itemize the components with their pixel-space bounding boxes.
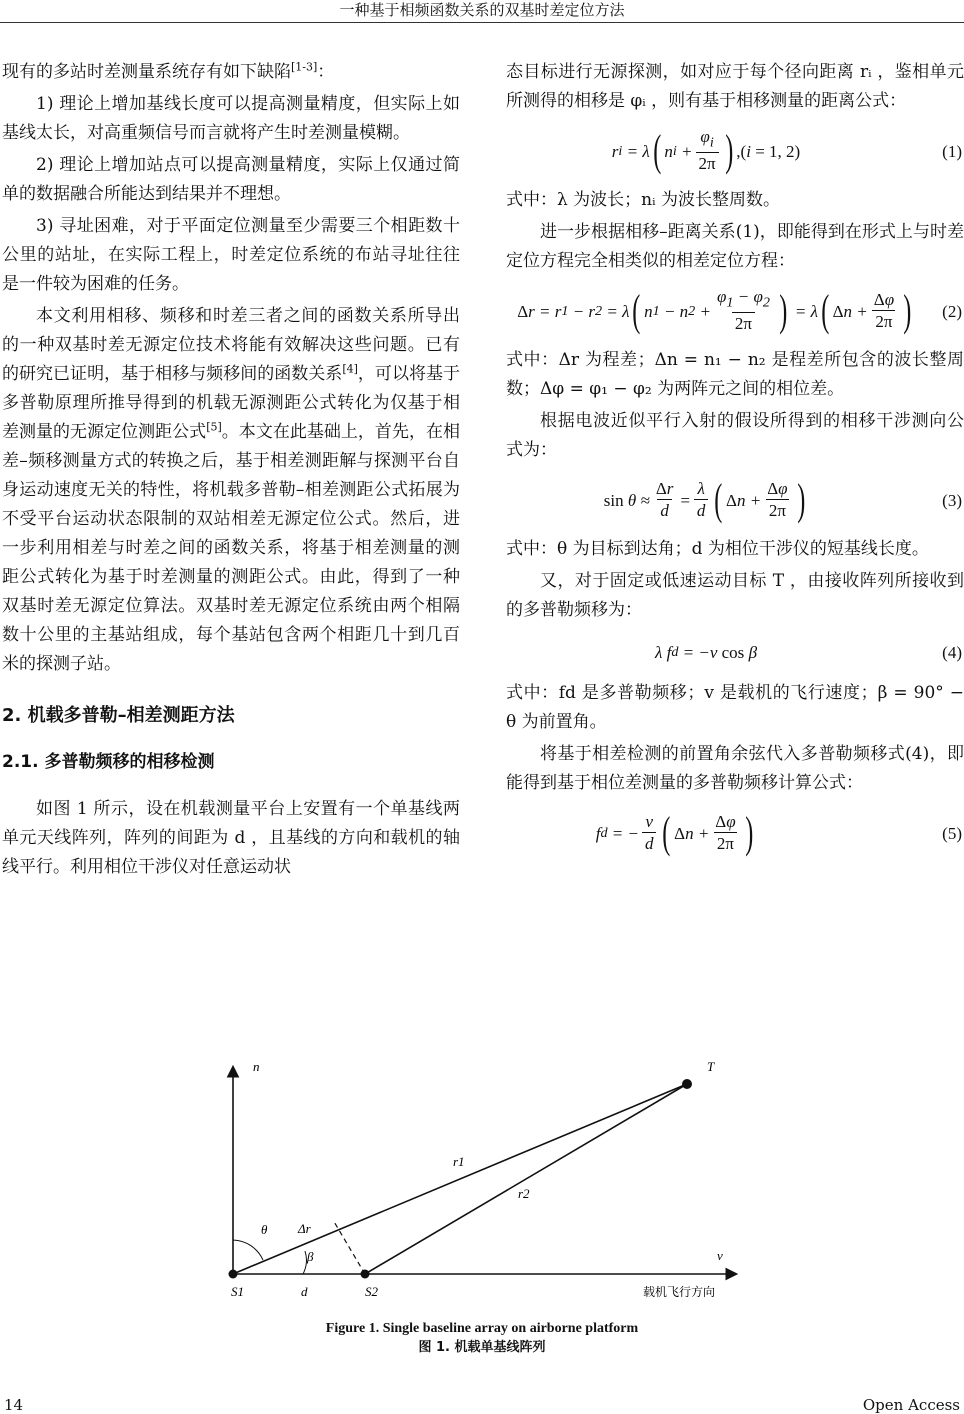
figure-1-diagram [215, 1050, 775, 1315]
equation-1: r i = λ ( n i + $\frac{\varphi_i}{2\pi}$ ) ,( i = 1, 2) (1) [506, 122, 964, 180]
r2-line [365, 1084, 687, 1274]
header-rule [0, 22, 964, 23]
running-header: 一种基于相频函数关系的双基时差定位方法 [339, 1, 625, 19]
r1-line [233, 1084, 687, 1274]
label-direction: 载机飞行方向 [643, 1285, 716, 1299]
right-column [506, 58, 964, 868]
footer-open-access: Open Access [862, 1396, 960, 1414]
label-v: v [717, 1248, 723, 1263]
paragraph: 将基于相差检测的前置角余弦代入多普勒频移式(4)，即能得到基于相位差测量的多普勒频移计算公式： [506, 744, 964, 793]
equation-number: (5) [942, 823, 962, 843]
paragraph: 2) 理论上增加站点可以提高测量精度，实际上仅通过简单的数据融合所能达到结果并不理想。 [2, 155, 460, 204]
paragraph: 本文利用相移、频移和时差三者之间的函数关系所导出的一种双基时差无源定位技术将能有效解决这些问题。已有的研究已证明，基于相移与频移间的函数关系[4]，可以将基于多普勒原理所推导得到的机载无源测距公式转化为仅基于相差测量的无源定位测距公式[5]。本文在此基础上，首先，在相差–频移测量方式的转换之后，基于相差测距解与探测平台自身运动速度无关的特性，将机载多普勒–相差测距公式拓展为不受平台运动状态限制的双站相差无源定位公式。然后，进一步利用相差与时差之间的函数关系，将基于相差测量的测距公式转化为基于时差测量的测距公式。由此，得到了一种双基时差无源定位算法。双基时差无源定位系统由两个相隔数十公里的主基站组成，每个基站包含两个相距几十到几百米的探测子站。 [2, 306, 460, 674]
label-beta: β [307, 1249, 314, 1264]
subsection-heading: 2.1. 多普勒频移的相移检测 [2, 752, 215, 772]
label-delta-r: Δr [298, 1221, 311, 1236]
section-heading: 2. 机载多普勒–相差测距方法 [2, 705, 235, 726]
label-theta: θ [261, 1222, 268, 1237]
label-S1: S1 [231, 1284, 244, 1299]
paragraph: 式中：λ 为波长；nᵢ 为波长整周数。 [506, 190, 780, 210]
paragraph: 现有的多站时差测量系统存有如下缺陷[1-3]： [2, 60, 335, 82]
label-T: T [707, 1059, 715, 1074]
equation-number: (1) [942, 141, 962, 161]
paragraph: 根据电波近似平行入射的假设所得到的相移干涉测向公式为： [506, 411, 964, 460]
figure-caption-en: Figure 1. Single baseline array on airborne platform [325, 1321, 639, 1336]
paragraph: 式中：fd 是多普勒频移；v 是载机的飞行速度；β = 90° − θ 为前置角。 [506, 683, 964, 732]
paragraph: 如图 1 所示，设在机载测量平台上安置有一个单基线两单元天线阵列，阵列的间距为 d ，且基线的方向和载机的轴线平行。利用相位干涉仪对任意运动状 [2, 799, 460, 877]
paragraph: 又，对于固定或低速运动目标 T ，由接收阵列所接收到的多普勒频移为： [506, 571, 964, 620]
citation[interactable]: [1-3] [291, 60, 318, 74]
label-r2: r2 [518, 1186, 530, 1201]
figure-caption-zh: 图 1. 机载单基线阵列 [418, 1340, 546, 1355]
label-r1: r1 [453, 1154, 465, 1169]
paragraph: 式中：Δr 为程差；Δn = n₁ − n₂ 是程差所包含的波长整周数；Δφ = φ₁ − φ₂ 为两阵元之间的相位差。 [506, 350, 964, 399]
label-S2: S2 [365, 1284, 378, 1299]
paragraph: 式中：θ 为目标到达角；d 为相位干涉仪的短基线长度。 [506, 539, 929, 559]
label-d: d [301, 1284, 308, 1299]
citation[interactable]: [5] [206, 420, 222, 434]
equation-4: λ f d = −v cos β (4) [506, 631, 964, 673]
paragraph: 3) 寻址困难，对于平面定位测量至少需要三个相距数十公里的站址，在实际工程上，时差定位系统的布站寻址往往是一件较为困难的任务。 [2, 216, 460, 294]
equation-number: (2) [942, 301, 962, 321]
point-S1 [229, 1270, 238, 1279]
perpendicular-dashed [333, 1220, 365, 1274]
equation-number: (3) [942, 490, 962, 510]
paragraph: 态目标进行无源探测，如对应于每个径向距离 rᵢ ，鉴相单元所测得的相移是 φᵢ ，则有基于相移测量的距离公式： [506, 62, 964, 111]
beta-arc [303, 1251, 306, 1274]
label-n: n [253, 1059, 260, 1074]
point-T [682, 1079, 692, 1089]
equation-2: Δ r = r 1 − r 2 = λ ( n 1 − n 2 + $\frac{\varphi_1 - \varphi_2}{2\pi}$ ) = λ ( Δ n + $\frac{\Delta\varphi}{2\pi}$ ) (2) [506, 282, 964, 340]
theta-arc [233, 1240, 263, 1260]
equation-number: (4) [942, 642, 962, 662]
left-column [2, 58, 460, 882]
equation-3: sin θ ≈ $\frac{\Delta r}{d}$ = $\frac{\lambda}{d}$ ( Δ n + $\frac{\Delta\varphi}{2\pi}$ ) (3) [506, 471, 964, 529]
point-S2 [361, 1270, 370, 1279]
paragraph: 进一步根据相移–距离关系(1)，即能得到在形式上与时差定位方程完全相类似的相差定位方程： [506, 222, 964, 271]
equation-5: f d = − $\frac{v}{d}$ ( Δ n + $\frac{\Delta\varphi}{2\pi}$ ) (5) [506, 804, 964, 862]
page-number: 14 [4, 1396, 24, 1414]
paragraph: 1) 理论上增加基线长度可以提高测量精度，但实际上如基线太长，对高重频信号而言就将产生时差测量模糊。 [2, 94, 460, 143]
citation[interactable]: [4] [342, 362, 358, 376]
